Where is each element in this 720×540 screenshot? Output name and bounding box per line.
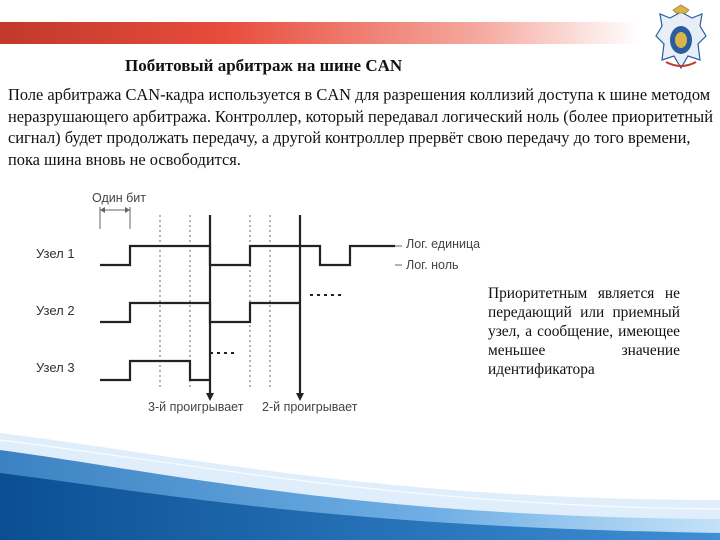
legend-logic-zero: Лог. ноль [406, 258, 459, 272]
node-2-loses-label: 2-й проигрывает [262, 400, 358, 414]
node-3-signal [100, 361, 210, 380]
footer-wave-decoration [0, 415, 720, 540]
header-accent-bar [0, 22, 640, 44]
node-1-signal [100, 246, 395, 265]
intro-paragraph: Поле арбитража CAN-кадра используется в CAN для разрешения коллизий доступа к шине методом неразрушающего арбитража. Контроллер, который передавал логический ноль (более приоритетный сигнал) будет продолжать передачу, а другой контроллер прервёт свою передачу до того времени, пока шина вновь не освободится. [8, 85, 713, 169]
slide-title: Побитовый арбитраж на шине CAN [125, 56, 403, 75]
node-2-label: Узел 2 [36, 303, 75, 318]
university-emblem-icon [648, 4, 714, 74]
legend-logic-one: Лог. единица [406, 237, 481, 251]
can-arbitration-timing-diagram [0, 185, 500, 420]
node-3-label: Узел 3 [36, 360, 75, 375]
node-1-label: Узел 1 [36, 246, 75, 261]
bit-width-label: Один бит [92, 191, 146, 205]
node-3-loses-label: 3-й проигрывает [148, 400, 244, 414]
priority-note: Приоритетным является не передающий или приемный узел, а сообщение, имеющее меньшее значение идентификатора [488, 285, 680, 378]
